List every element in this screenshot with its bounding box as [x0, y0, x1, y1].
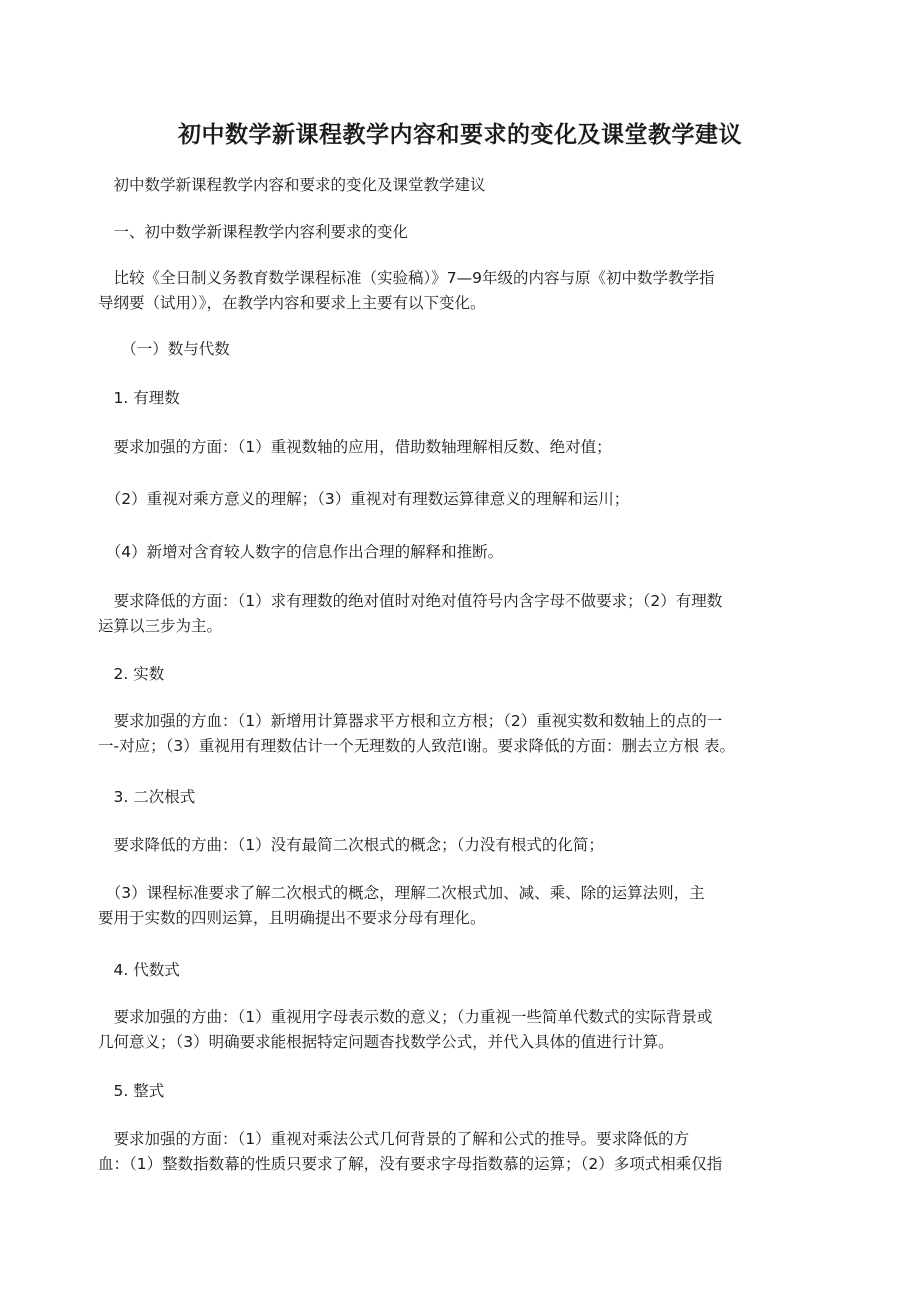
text-line: （4）新增对含育较人数字的信息作出合理的解释和推断。 [98, 543, 504, 561]
text-line: 血：（1）整数指数幕的性质只要求了解，没有要求字母指数慕的运算；（2）多项式相乘仅指 [98, 1155, 723, 1173]
text-line: 2. 实数 [98, 665, 165, 683]
text-line: 要求降低的方曲：（1）没有最简二次根式的概念；（力没有根式的化简； [98, 836, 604, 854]
text-line: 5. 整式 [98, 1082, 165, 1100]
paragraph-intro [98, 266, 818, 316]
text-line: 导纲要（试用）》，在教学内容和要求上主要有以下变化。 [98, 294, 486, 312]
text-line: （一）数与代数 [98, 340, 230, 358]
text-line: 3. 二次根式 [98, 788, 196, 806]
paragraph [98, 1127, 818, 1177]
text-line: 几何意义；（3）明确要求能根据特定问题杳找数学公式，并代入具体的值进行计算。 [98, 1033, 674, 1051]
text-line: 要求加强的方面：（1）重视数轴的应用，借助数轴理解相反数、绝对值； [98, 438, 612, 456]
item-heading-4 [98, 958, 818, 983]
text-line: 要求降低的方面：（1）求有理数的绝对值时对绝对值符号内含字母不做要求；（2）有理数 [98, 592, 723, 610]
item-heading-2 [98, 662, 818, 687]
paragraph [98, 1005, 818, 1055]
text-line: 一、初中数学新课程教学内容利要求的变化 [98, 223, 409, 241]
paragraph-subtitle [98, 173, 818, 198]
section-heading [98, 220, 818, 245]
text-line: 要求加强的方面：（1）重视对乘法公式几何背景的了解和公式的推导。要求降低的方 [98, 1130, 690, 1148]
paragraph [98, 487, 818, 512]
text-line: 要用于实数的四则运算，且明确提出不要求分母有理化。 [98, 909, 486, 927]
paragraph [98, 709, 818, 759]
document-title: 初中数学新课程教学内容和要求的变化及课堂教学建议 [178, 122, 742, 148]
text-line: 要求加强的方曲：（1）重视用字母表示数的意义；（力重视一些简单代数式的实际背景或 [98, 1008, 713, 1026]
text-line: 1. 有理数 [98, 389, 180, 407]
text-line: 运算以三步为主。 [98, 617, 223, 635]
paragraph [98, 881, 818, 931]
text-line: 要求加强的方血：（1）新增用计算器求平方根和立方根；（2）重视实数和数轴上的点的一 [98, 712, 723, 730]
subsection-heading [98, 337, 818, 362]
paragraph [98, 589, 818, 639]
item-heading-1 [98, 386, 818, 411]
text-line: 一-对应；（3）重视用有理数估计一个无理数的人致范l谢。要求降低的方面：删去立方根 表。 [98, 737, 735, 755]
text-line: 4. 代数式 [98, 961, 180, 979]
item-heading-5 [98, 1079, 818, 1104]
paragraph [98, 435, 818, 460]
item-heading-3 [98, 785, 818, 810]
text-line: 初中数学新课程教学内容和要求的变化及课堂教学建议 [98, 176, 486, 194]
paragraph [98, 540, 818, 565]
text-line: 比较《全日制义务教育数学课程标准（实验稿）》7—9年级的内容与原《初中数学教学指 [98, 269, 715, 287]
paragraph [98, 833, 818, 858]
text-line: （3）课程标准要求了解二次根式的概念，理解二次根式加、减、乘、除的运算法则，主 [98, 884, 705, 902]
text-line: （2）重视对乘方意义的理解；（3）重视对有理数运算律意义的理解和运川； [98, 490, 630, 508]
